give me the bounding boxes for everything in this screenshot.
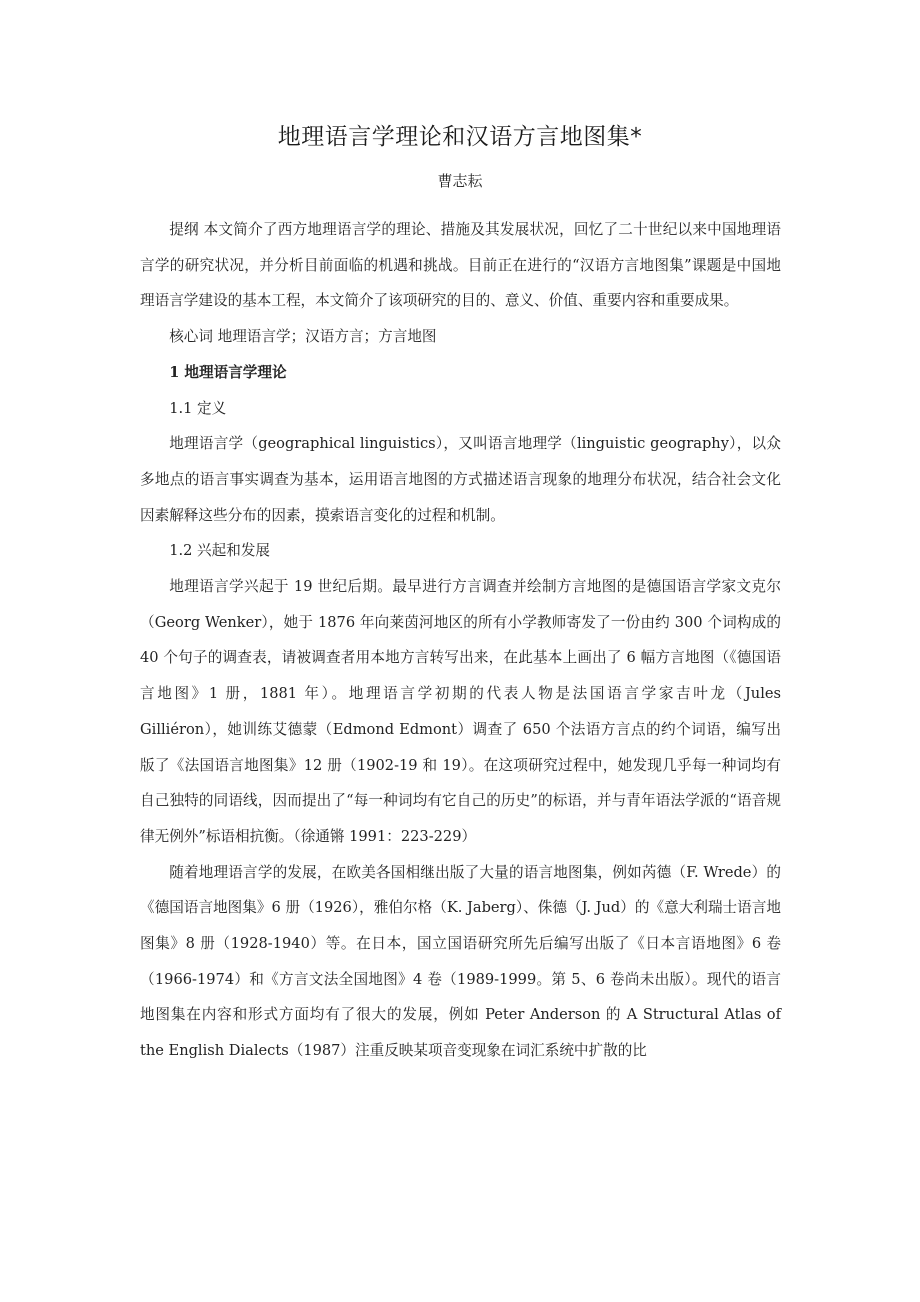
subsection-heading: 1.2 兴起和发展 bbox=[169, 542, 271, 560]
body-paragraph: 地理语言学（geographical linguistics），又叫语言地理学（linguistic geography），以众多地点的语言事实调查为基本，运用语言地图的方式描述语言现象的地理分布状况，结合社会文化因素解释这些分布的因素，摸索语言变化的过程和机制。 bbox=[140, 435, 781, 524]
author-name: 曹志耘 bbox=[437, 172, 483, 190]
section-heading: 1 地理语言学理论 bbox=[169, 363, 287, 381]
document-title: 地理语言学理论和汉语方言地图集* bbox=[277, 124, 643, 150]
document-body bbox=[140, 212, 781, 1069]
subsection-heading: 1.1 定义 bbox=[169, 399, 227, 417]
keywords-line: 核心词 地理语言学；汉语方言；方言地图 bbox=[169, 328, 437, 346]
body-paragraph: 随着地理语言学的发展，在欧美各国相继出版了大量的语言地图集，例如芮德（F. Wrede）的《德国语言地图集》6 册（1926），雅伯尔格（K. Jaberg）、侏德（J. Jud）的《意大利瑞士语言地图集》8 册（1928-1940）等。在日本，国立国语研究所先后编写出版了《日本言语地图》6 卷（1966-1974）和《方言文法全国地图》4 卷（1989-1999。第 5、6 卷尚未出版）。现代的语言地图集在内容和形式方面均有了很大的发展，例如 Peter Anderson 的 A Structural Atlas of the English Dialects（1987）注重反映某项音变现象在词汇系统中扩散的比 bbox=[140, 863, 781, 1060]
abstract-paragraph: 提纲 本文简介了西方地理语言学的理论、措施及其发展状况，回忆了二十世纪以来中国地理语言学的研究状况，并分析目前面临的机遇和挑战。目前正在进行的“汉语方言地图集”课题是中国地理语言学建设的基本工程，本文简介了该项研究的目的、意义、价值、重要内容和重要成果。 bbox=[140, 221, 781, 310]
body-paragraph: 地理语言学兴起于 19 世纪后期。最早进行方言调查并绘制方言地图的是德国语言学家文克尔（Georg Wenker），她于 1876 年向莱茵河地区的所有小学教师寄发了一份由约 300 个词构成的 40 个句子的调查表，请被调查者用本地方言转写出来，在此基本上画出了 6 幅方言地图（《德国语言地图》1 册，1881 年）。地理语言学初期的代表人物是法国语言学家吉叶龙（Jules Gilliéron），她训练艾德蒙（Edmond Edmont）调查了 650 个法语方言点的约个词语，编写出版了《法国语言地图集》12 册（1902-19 和 19）。在这项研究过程中，她发现几乎每一种词均有自己独特的同语线，因而提出了“每一种词均有它自己的历史”的标语，并与青年语法学派的“语音规律无例外”标语相抗衡。（徐通锵 1991：223-229） bbox=[140, 578, 781, 845]
